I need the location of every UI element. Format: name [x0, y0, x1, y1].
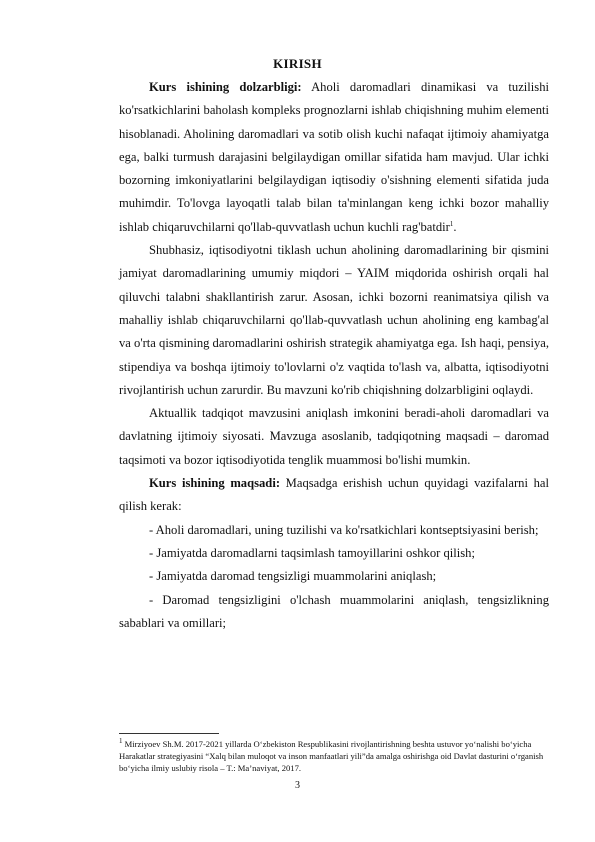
paragraph-text: Aholi daromadlari dinamikasi va tuzilishi ko'rsatkichlarini baholash kompleks prognozlarni ishlab chiqishning muhim elementi hisoblanadi. Aholining daromadlari va sotib olish kuchi nafaqat ijtimoiy ahamiyatga ega, balki turmush darajasini belgilaydigan omillar sifatida ham mavjud. Ular ichki bozorning imkoniyatlarini belgilaydigan iqtisodiy o'sishning elementi sifatida juda muhimdir. To'lovga layoqatli talab bilan ta'minlangan keng ichki bozor mahalliy ishlab chiqaruvchilarni qo'llab-quvvatlash uchun kuchli rag'batdir	[119, 80, 550, 234]
paragraph-actuality: Aktuallik tadqiqot mavzusini aniqlash imkonini beradi-aholi daromadlari va davlatning ijtimoiy siyosati. Mavzuga asoslanib, tadqiqotning maqsadi – daromad taqsimoti va bozor iqtisodiyotida tenglik muammosi bo'lishi mumkin.	[119, 406, 549, 467]
footnote-divider	[119, 733, 219, 734]
list-item: - Jamiyatda daromadlarni taqsimlash tamoyillarini oshkor qilish;	[149, 545, 475, 560]
paragraph-text: Maqsadga erishish uchun quyidagi vazifalarni hal qilish kerak:	[119, 476, 549, 514]
paragraph-lead: Kurs ishining maqsadi:	[149, 476, 281, 491]
footnote	[119, 738, 549, 774]
page-number: 3	[295, 780, 300, 791]
paragraph-goal	[119, 472, 549, 519]
paragraph-relevance	[119, 76, 549, 239]
list-item: - Jamiyatda daromad tengsizligi muammolarini aniqlash;	[149, 569, 437, 584]
paragraph-end: .	[453, 219, 457, 234]
body-text	[119, 76, 549, 635]
footnote-reference[interactable]: 1	[449, 219, 454, 228]
paragraph-necessity: Shubhasiz, iqtisodiyotni tiklash uchun aholining daromadlarining bir qismini jamiyat daromadlarining umumiy miqdori – YAIM miqdorida oshirish orqali hal qiluvchi talabni shakllantirish zarur. Asosan, ichki bozorni reanimatsiya qilish va mahalliy ishlab chiqaruvchilarni qo'llab-quvvatlash uchun aholining eng kambag'al va o'rta qismining daromadlarini oshirish strategik ahamiyatga ega. Ish haqi, pensiya, stipendiya va boshqa ijtimoiy to'lovlarni o'z vaqtida to'lash va, albatta, iqtisodiyotni rivojlantirish uchun zarurdir. Bu mavzuni ko'rib chiqishning dolzarbligini oqlaydi.	[119, 243, 549, 397]
list-item: - Daromad tengsizligini o'lchash muammolarini aniqlash, tengsizlikning sabablari va omillari;	[119, 592, 549, 630]
footnote-text: Mirziyoev Sh.M. 2017-2021 yillarda O‘zbekiston Respublikasini rivojlantirishning beshta ustuvor yo‘nalishi bo‘yicha Harakatlar strategiyasini “Xalq bilan muloqot va inson manfaatlari yili”da amalga oshirishga oid Davlat dasturini o‘rganish bo‘yicha ilmiy uslubiy risola – T.: Ma’naviyat, 2017.	[119, 739, 544, 773]
footnote-mark: 1	[119, 737, 123, 746]
list-item: - Aholi daromadlari, uning tuzilishi va ko'rsatkichlari kontseptsiyasini berish;	[149, 522, 539, 537]
section-heading: KIRISH	[273, 56, 322, 71]
paragraph-lead: Kurs ishining dolzarbligi:	[149, 80, 302, 94]
